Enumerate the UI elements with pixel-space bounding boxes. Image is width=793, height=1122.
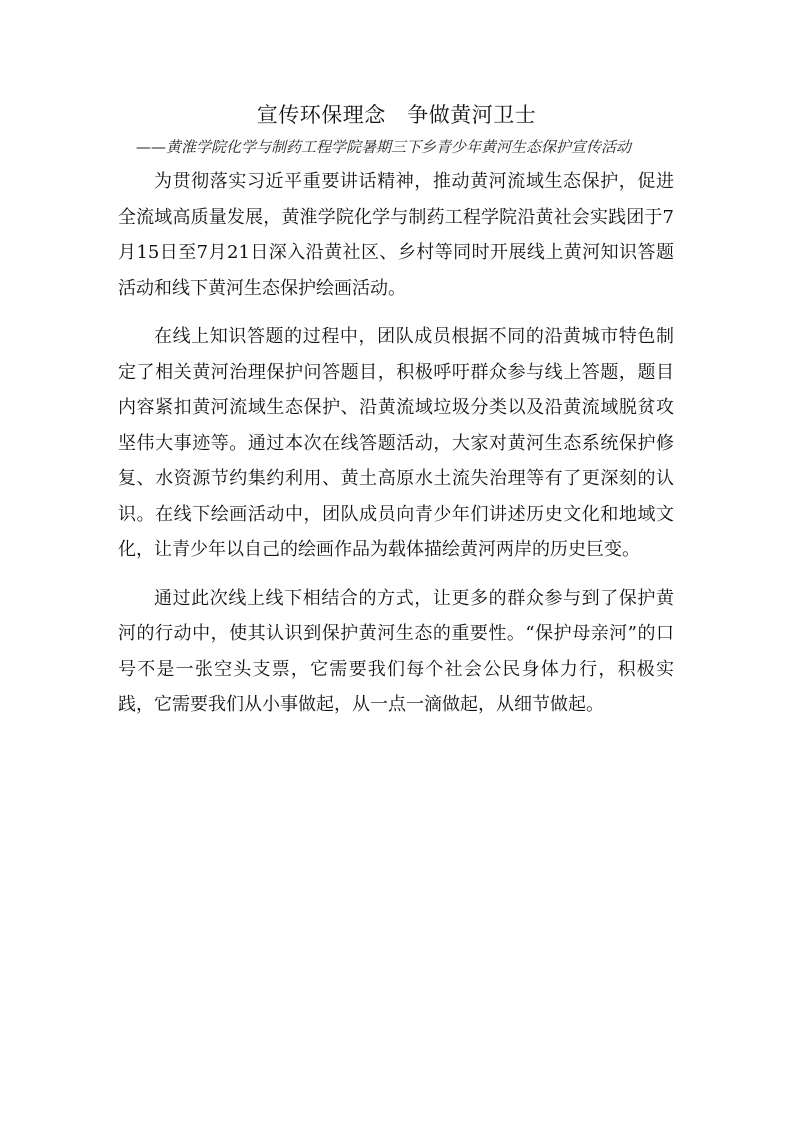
document-body bbox=[118, 164, 674, 736]
document-title: 宣传环保理念 争做黄河卫士 bbox=[256, 103, 537, 127]
paragraph-3: 通过此次线上线下相结合的方式，让更多的群众参与到了保护黄河的行动中，使其认识到保护黄河生态的重要性。“保护母亲河”的口号不是一张空头支票，它需要我们每个社会公民身体力行，积极实践，它需要我们从小事做起，从一点一滴做起，从细节做起。 bbox=[118, 587, 674, 715]
document-subtitle: ——黄淮学院化学与制药工程学院暑期三下乡青少年黄河生态保护宣传活动 bbox=[136, 138, 632, 156]
paragraph-2: 在线上知识答题的过程中，团队成员根据不同的沿黄城市特色制定了相关黄河治理保护问答题目，积极呼吁群众参与线上答题，题目内容紧扣黄河流域生态保护、沿黄流域垃圾分类以及沿黄流域脱贫攻坚伟大事迹等。通过本次在线答题活动，大家对黄河生态系统保护修复、水资源节约集约利用、黄土高原水土流失治理等有了更深刻的认识。在线下绘画活动中，团队成员向青少年们讲述历史文化和地域文化，让青少年以自己的绘画作品为载体描绘黄河两岸的历史巨变。 bbox=[118, 326, 674, 560]
paragraph-1: 为贯彻落实习近平重要讲话精神，推动黄河流域生态保护，促进全流域高质量发展，黄淮学院化学与制药工程学院沿黄社会实践团于7月15日至7月21日深入沿黄社区、乡村等同时开展线上黄河知识答题活动和线下黄河生态保护绘画活动。 bbox=[118, 171, 674, 299]
